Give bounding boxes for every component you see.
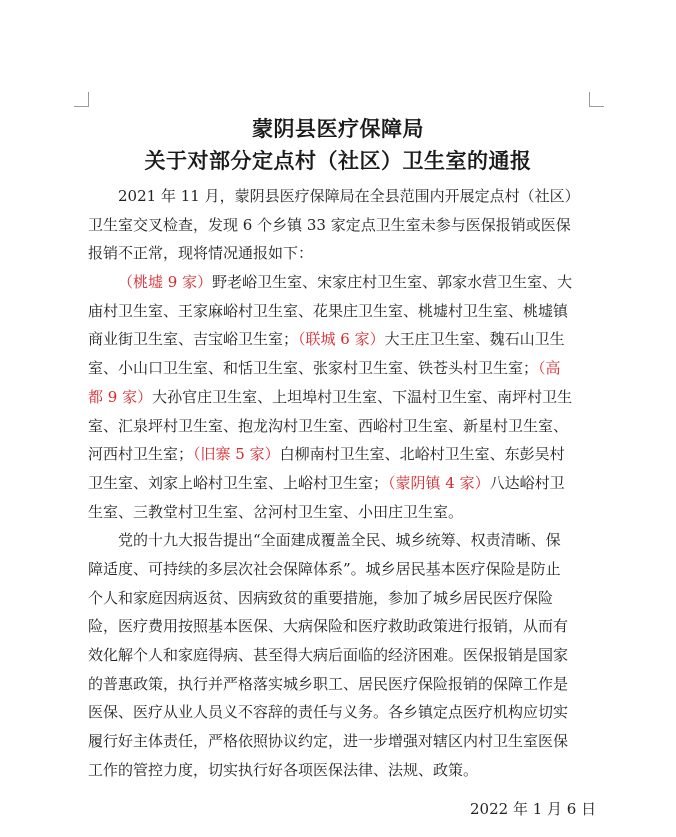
clinic-list-text: 白柳南村卫生室、北峪村卫生室、东彭吴村	[279, 445, 565, 464]
policy-line: 效化解个人和家庭得病、甚至得大病后面临的经济困难。医保报销是国家	[88, 646, 569, 664]
list-line	[88, 440, 593, 469]
title-subject: 关于对部分定点村（社区）卫生室的通报	[144, 148, 532, 173]
crop-mark-top-right	[589, 92, 604, 107]
policy-line: 工作的管控力度，切实执行好各项医保法律、法规、政策。	[88, 760, 479, 779]
town-label-gaodu-cont: 都 9 家）	[88, 387, 153, 406]
clinic-list-text: 商业街卫生室、吉宝峪卫生室；	[88, 330, 299, 349]
clinic-list-text: 庙村卫生室、王家麻峪村卫生室、花果庄卫生室、桃墟村卫生室、桃墟镇	[88, 301, 569, 320]
list-line	[88, 469, 593, 498]
list-line	[88, 268, 593, 297]
policy-line: 医保、医疗从业人员义不容辞的责任与义务。各乡镇定点医疗机构应切实	[88, 703, 569, 722]
town-label-mengyin: （蒙阴镇 4 家）	[388, 473, 490, 492]
intro-line: 2021 年 11 月，蒙阴县医疗保障局在全县范围内开展定点村（社区）	[118, 187, 580, 205]
town-label-liancheng: （联城 6 家）	[298, 330, 385, 349]
clinic-list-text: 大孙官庄卫生室、上坦埠村卫生室、下温村卫生室、南坪村卫生	[152, 387, 573, 406]
town-label-taoxu: （桃墟 9 家）	[118, 273, 213, 292]
town-label-jiuzhai: （旧寨 5 家）	[193, 445, 280, 464]
clinic-list-text: 室、汇泉坪村卫生室、抱龙沟村卫生室、西峪村卫生室、新星村卫生室、	[88, 416, 569, 435]
clinic-list-text: 河西村卫生室；	[88, 445, 194, 464]
clinic-list-text: 室、小山口卫生室、和恬卫生室、张家村卫生室、铁苍头村卫生室；	[88, 359, 539, 378]
list-line	[88, 498, 593, 527]
policy-line: 障适度、可持续的多层次社会保障体系”。城乡居民基本医疗保险是防止	[88, 559, 561, 578]
policy-line: 的普惠政策，执行并严格落实城乡职工、居民医疗保险报销的保障工作是	[88, 674, 569, 693]
list-line	[88, 325, 593, 354]
list-line	[88, 354, 593, 383]
clinic-list-text: 野老峪卫生室、宋家庄村卫生室、郭家水营卫生室、大	[212, 273, 573, 292]
issue-date: 2022 年 1 月 6 日	[470, 800, 597, 818]
clinic-list-text: 生室、三教堂村卫生室、岔河村卫生室、小田庄卫生室。	[88, 502, 464, 521]
intro-line: 卫生室交叉检查，发现 6 个乡镇 33 家定点卫生室未参与医保报销或医保	[88, 215, 571, 234]
document-body	[88, 182, 593, 784]
list-line	[88, 412, 593, 441]
clinic-list-text: 大王庄卫生室、魏石山卫生	[384, 330, 565, 349]
clinic-list-text: 卫生室、刘家上峪村卫生室、上峪村卫生室；	[88, 473, 389, 492]
list-line	[88, 383, 593, 412]
policy-line: 履行好主体责任，严格依照协议约定，进一步增强对辖区内村卫生室医保	[88, 732, 569, 751]
list-line	[88, 297, 593, 326]
clinic-list-text: 八达峪村卫	[489, 473, 565, 492]
policy-line: 党的十九大报告提出“全面建成覆盖全民、城乡统筹、权责清晰、保	[118, 531, 561, 550]
title-agency: 蒙阴县医疗保障局	[252, 116, 424, 141]
crop-mark-top-left	[74, 92, 89, 107]
policy-line: 险，医疗费用按照基本医保、大病保险和医疗救助政策进行报销，从而有	[88, 617, 569, 636]
town-label-gaodu: （高	[538, 359, 561, 378]
intro-line: 报销不正常，现将情况通报如下：	[88, 244, 314, 263]
policy-line: 个人和家庭因病返贫、因病致贫的重要措施，参加了城乡居民医疗保险	[88, 588, 554, 607]
